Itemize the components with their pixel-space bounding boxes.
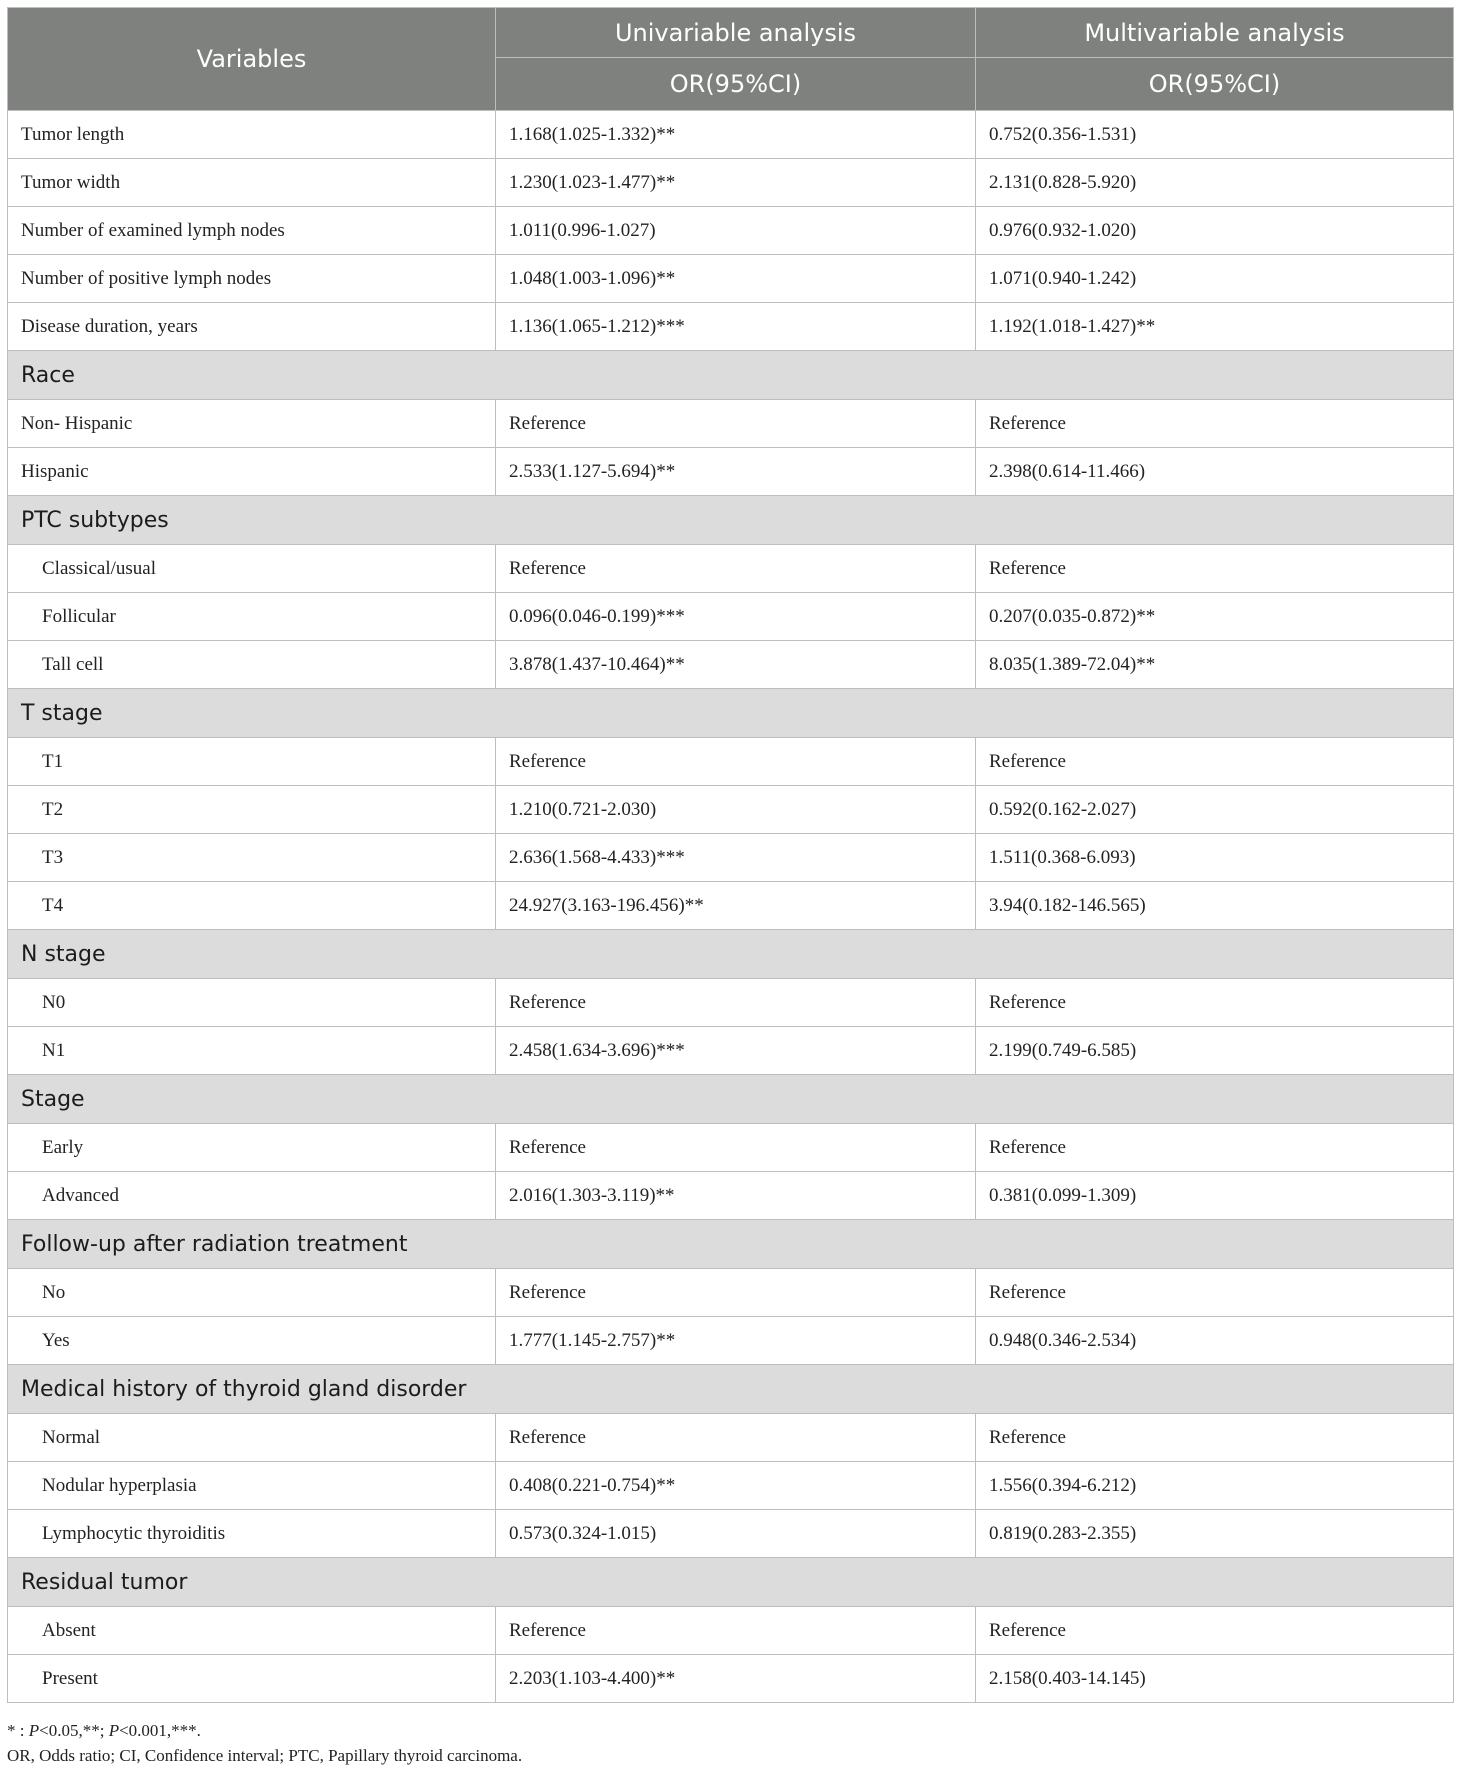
table-row xyxy=(8,834,1454,882)
section-title: Race xyxy=(8,351,1454,400)
table-row xyxy=(8,641,1454,689)
table-row xyxy=(8,448,1454,496)
section-title: Medical history of thyroid gland disorder xyxy=(8,1365,1454,1414)
variable-label: Normal xyxy=(8,1414,496,1462)
univariable-or: Reference xyxy=(496,545,976,593)
univariable-or: Reference xyxy=(496,1607,976,1655)
univariable-or: 0.408(0.221-0.754)** xyxy=(496,1462,976,1510)
table-row xyxy=(8,1655,1454,1703)
multivariable-or: Reference xyxy=(976,1607,1454,1655)
univariable-or: Reference xyxy=(496,1269,976,1317)
univariable-or: 1.777(1.145-2.757)** xyxy=(496,1317,976,1365)
table-header xyxy=(8,8,1454,111)
table-row xyxy=(8,1414,1454,1462)
variable-label: Absent xyxy=(8,1607,496,1655)
variable-label: Classical/usual xyxy=(8,545,496,593)
table-row xyxy=(8,255,1454,303)
multivariable-or: Reference xyxy=(976,738,1454,786)
section-title: Residual tumor xyxy=(8,1558,1454,1607)
multivariable-or: Reference xyxy=(976,1124,1454,1172)
variable-label: Tumor length xyxy=(8,111,496,159)
sig-prefix: * : xyxy=(7,1721,29,1740)
multivariable-or: Reference xyxy=(976,1269,1454,1317)
table-row xyxy=(8,1172,1454,1220)
table-row xyxy=(8,545,1454,593)
variable-label: Early xyxy=(8,1124,496,1172)
univariable-or: 2.016(1.303-3.119)** xyxy=(496,1172,976,1220)
section-header-row xyxy=(8,930,1454,979)
univariable-or: 1.048(1.003-1.096)** xyxy=(496,255,976,303)
multivariable-or: 1.556(0.394-6.212) xyxy=(976,1462,1454,1510)
multivariable-or: 2.398(0.614-11.466) xyxy=(976,448,1454,496)
sig-threshold-1: <0.05,**; xyxy=(39,1721,109,1740)
table-row xyxy=(8,1124,1454,1172)
table-row xyxy=(8,979,1454,1027)
variable-label: Disease duration, years xyxy=(8,303,496,351)
table-row xyxy=(8,400,1454,448)
univariable-or: Reference xyxy=(496,1414,976,1462)
multivariable-or: 0.592(0.162-2.027) xyxy=(976,786,1454,834)
multivariable-or: Reference xyxy=(976,979,1454,1027)
regression-table xyxy=(7,7,1454,1703)
multivariable-or: 0.381(0.099-1.309) xyxy=(976,1172,1454,1220)
header-univariable: Univariable analysis xyxy=(496,8,976,58)
multivariable-or: 2.131(0.828-5.920) xyxy=(976,159,1454,207)
univariable-or: 24.927(3.163-196.456)** xyxy=(496,882,976,930)
table-row xyxy=(8,1510,1454,1558)
table-row xyxy=(8,1027,1454,1075)
multivariable-or: 8.035(1.389-72.04)** xyxy=(976,641,1454,689)
variable-label: Number of examined lymph nodes xyxy=(8,207,496,255)
multivariable-or: 1.071(0.940-1.242) xyxy=(976,255,1454,303)
header-or-ci-uni: OR(95%CI) xyxy=(496,58,976,111)
univariable-or: Reference xyxy=(496,738,976,786)
table-row xyxy=(8,159,1454,207)
table-row xyxy=(8,882,1454,930)
table-row xyxy=(8,593,1454,641)
variable-label: T4 xyxy=(8,882,496,930)
multivariable-or: 1.192(1.018-1.427)** xyxy=(976,303,1454,351)
section-header-row xyxy=(8,689,1454,738)
univariable-or: 1.230(1.023-1.477)** xyxy=(496,159,976,207)
section-title: N stage xyxy=(8,930,1454,979)
univariable-or: Reference xyxy=(496,979,976,1027)
multivariable-or: Reference xyxy=(976,400,1454,448)
variable-label: Tumor width xyxy=(8,159,496,207)
section-header-row xyxy=(8,351,1454,400)
section-header-row xyxy=(8,1220,1454,1269)
variable-label: N0 xyxy=(8,979,496,1027)
variable-label: T1 xyxy=(8,738,496,786)
variable-label: Present xyxy=(8,1655,496,1703)
header-or-ci-multi: OR(95%CI) xyxy=(976,58,1454,111)
section-header-row xyxy=(8,1365,1454,1414)
univariable-or: 1.168(1.025-1.332)** xyxy=(496,111,976,159)
univariable-or: 2.203(1.103-4.400)** xyxy=(496,1655,976,1703)
multivariable-or: 3.94(0.182-146.565) xyxy=(976,882,1454,930)
footnotes xyxy=(7,1718,522,1768)
section-header-row xyxy=(8,1075,1454,1124)
multivariable-or: Reference xyxy=(976,545,1454,593)
section-header-row xyxy=(8,1558,1454,1607)
multivariable-or: 2.158(0.403-14.145) xyxy=(976,1655,1454,1703)
univariable-or: 0.573(0.324-1.015) xyxy=(496,1510,976,1558)
multivariable-or: 0.819(0.283-2.355) xyxy=(976,1510,1454,1558)
multivariable-or: 0.976(0.932-1.020) xyxy=(976,207,1454,255)
variable-label: T2 xyxy=(8,786,496,834)
univariable-or: 2.458(1.634-3.696)*** xyxy=(496,1027,976,1075)
variable-label: No xyxy=(8,1269,496,1317)
univariable-or: 1.210(0.721-2.030) xyxy=(496,786,976,834)
table-row xyxy=(8,738,1454,786)
univariable-or: Reference xyxy=(496,400,976,448)
significance-note xyxy=(7,1718,522,1743)
multivariable-or: 0.207(0.035-0.872)** xyxy=(976,593,1454,641)
header-multivariable: Multivariable analysis xyxy=(976,8,1454,58)
variable-label: Number of positive lymph nodes xyxy=(8,255,496,303)
univariable-or: 1.011(0.996-1.027) xyxy=(496,207,976,255)
variable-label: Follicular xyxy=(8,593,496,641)
abbreviation-note: OR, Odds ratio; CI, Confidence interval; PTC, Papillary thyroid carcinoma. xyxy=(7,1746,523,1765)
table-body xyxy=(8,111,1454,1703)
results-table-container xyxy=(7,7,1453,1703)
multivariable-or: 0.948(0.346-2.534) xyxy=(976,1317,1454,1365)
multivariable-or: 2.199(0.749-6.585) xyxy=(976,1027,1454,1075)
univariable-or: 2.636(1.568-4.433)*** xyxy=(496,834,976,882)
univariable-or: 0.096(0.046-0.199)*** xyxy=(496,593,976,641)
table-row xyxy=(8,1607,1454,1655)
univariable-or: 3.878(1.437-10.464)** xyxy=(496,641,976,689)
variable-label: N1 xyxy=(8,1027,496,1075)
p-symbol: P xyxy=(108,1721,120,1740)
variable-label: Tall cell xyxy=(8,641,496,689)
table-row xyxy=(8,1462,1454,1510)
multivariable-or: 0.752(0.356-1.531) xyxy=(976,111,1454,159)
variable-label: Lymphocytic thyroiditis xyxy=(8,1510,496,1558)
header-variables: Variables xyxy=(8,8,496,111)
variable-label: T3 xyxy=(8,834,496,882)
section-title: PTC subtypes xyxy=(8,496,1454,545)
table-row xyxy=(8,786,1454,834)
variable-label: Nodular hyperplasia xyxy=(8,1462,496,1510)
section-title: Stage xyxy=(8,1075,1454,1124)
variable-label: Hispanic xyxy=(8,448,496,496)
univariable-or: 2.533(1.127-5.694)** xyxy=(496,448,976,496)
section-header-row xyxy=(8,496,1454,545)
table-row xyxy=(8,1269,1454,1317)
sig-threshold-2: <0.001,***. xyxy=(119,1721,201,1740)
multivariable-or: 1.511(0.368-6.093) xyxy=(976,834,1454,882)
table-row xyxy=(8,111,1454,159)
variable-label: Yes xyxy=(8,1317,496,1365)
variable-label: Advanced xyxy=(8,1172,496,1220)
section-title: T stage xyxy=(8,689,1454,738)
p-symbol: P xyxy=(28,1721,40,1740)
univariable-or: Reference xyxy=(496,1124,976,1172)
table-row xyxy=(8,1317,1454,1365)
section-title: Follow-up after radiation treatment xyxy=(8,1220,1454,1269)
variable-label: Non- Hispanic xyxy=(8,400,496,448)
univariable-or: 1.136(1.065-1.212)*** xyxy=(496,303,976,351)
table-row xyxy=(8,207,1454,255)
table-row xyxy=(8,303,1454,351)
multivariable-or: Reference xyxy=(976,1414,1454,1462)
